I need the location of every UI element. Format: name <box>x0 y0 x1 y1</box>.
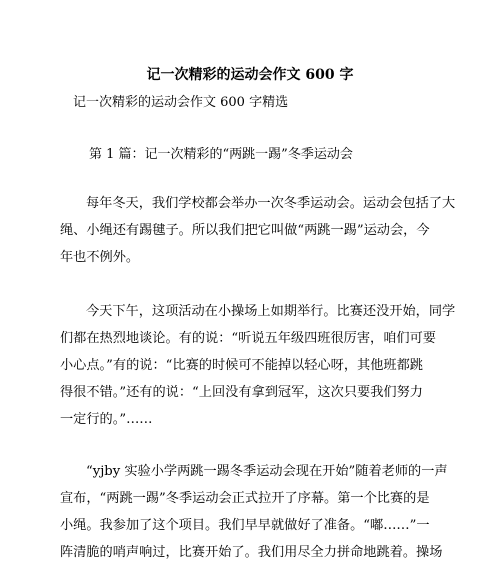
document-title: 记一次精彩的运动会作文 600 字 <box>146 67 354 83</box>
paragraph-line: 阵清脆的哨声响过，比赛开始了。我们用尽全力拼命地跳着。操场 <box>60 545 443 560</box>
paragraph-line: 绳、小绳还有踢毽子。所以我们把它叫做“两跳一踢”运动会，今 <box>60 223 430 238</box>
paragraph-3 <box>60 458 448 566</box>
document-subtitle: 记一次精彩的运动会作文 600 字精选 <box>73 95 289 110</box>
paragraph-line: 小心点。”有的说：“比赛的时候可不能掉以轻心呀，其他班都跳 <box>60 358 423 373</box>
paragraph-line: 们都在热烈地谈论。有的说：“听说五年级四班很厉害，咱们可要 <box>60 331 436 346</box>
paragraph-1 <box>60 190 456 271</box>
paragraph-2 <box>60 298 456 433</box>
paragraph-line: 今天下午，这项活动在小操场上如期举行。比赛还没开始，同学 <box>86 304 456 319</box>
paragraph-line: “yjby 实验小学两跳一踢冬季运动会现在开始”随着老师的一声 <box>86 464 448 479</box>
paragraph-line: 小绳。我参加了这个项目。我们早早就做好了准备。“嘟……”一 <box>60 518 430 533</box>
paragraph-line: 每年冬天，我们学校都会举办一次冬季运动会。运动会包括了大 <box>86 196 456 211</box>
article-title: 第 1 篇：记一次精彩的“两跳一踢”冬季运动会 <box>89 147 353 162</box>
paragraph-line: 年也不例外。 <box>60 250 140 265</box>
paragraph-line: 一定行的。”…… <box>60 412 153 427</box>
paragraph-line: 得很不错。”还有的说：“上回没有拿到冠军，这次只要我们努力 <box>60 385 423 400</box>
paragraph-line: 宣布，“两跳一踢”冬季运动会正式拉开了序幕。第一个比赛的是 <box>60 491 430 506</box>
